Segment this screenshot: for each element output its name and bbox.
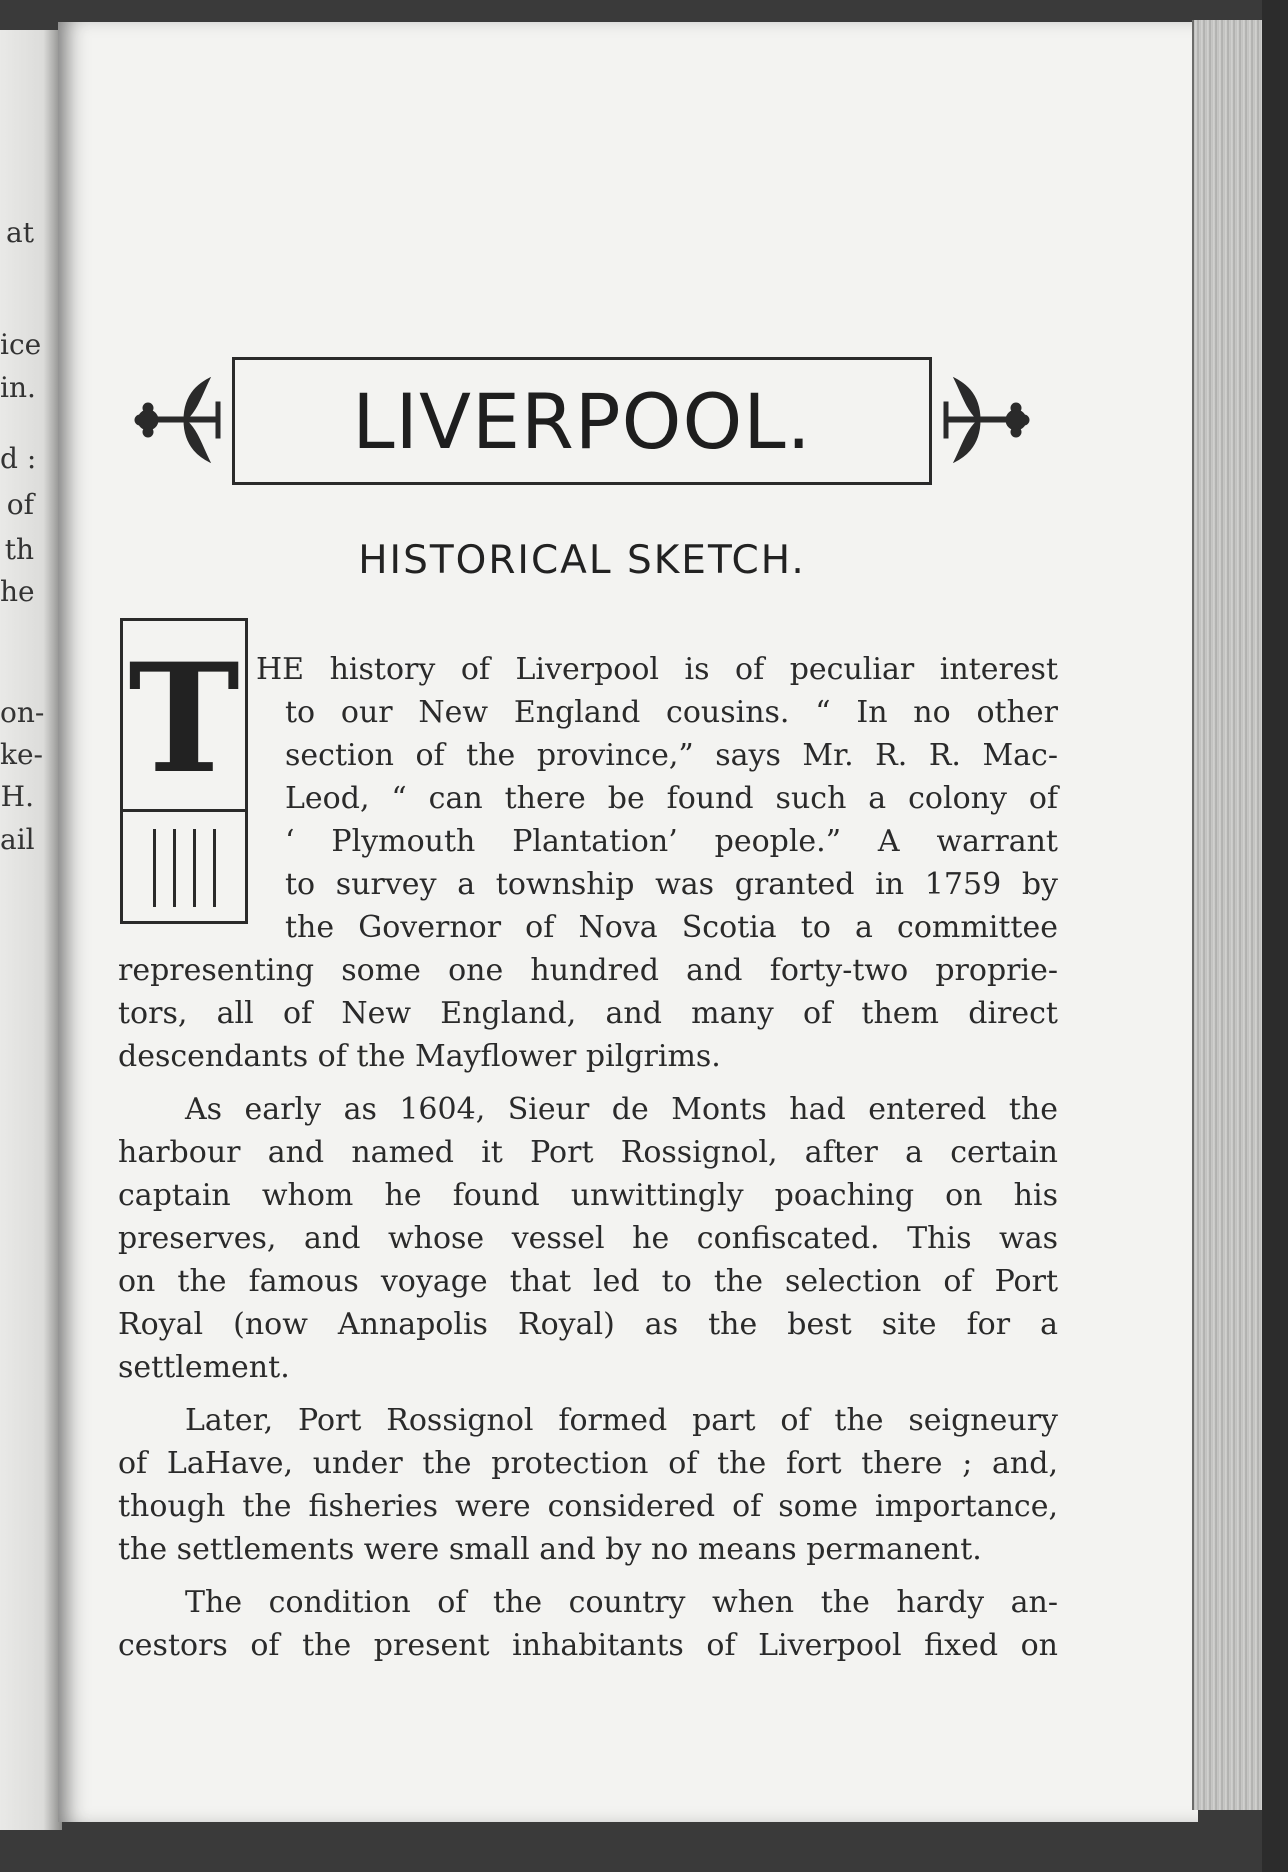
book-cover-edge bbox=[1262, 0, 1288, 1872]
facing-page-fragment: he bbox=[0, 575, 35, 608]
drop-cap-frame bbox=[120, 618, 248, 924]
facing-page-fragment: in. bbox=[0, 371, 36, 404]
fleuron-ornament-left bbox=[132, 372, 224, 468]
facing-page-text bbox=[0, 30, 60, 1830]
facing-page-fragment: on- bbox=[0, 696, 45, 729]
facing-page-fragment: d : bbox=[0, 442, 37, 475]
text-line: to our New England cousins. “ In no other bbox=[285, 695, 1058, 730]
facing-page-fragment: ke- bbox=[0, 738, 43, 771]
text-line: preserves, and whose vessel he confiscated. This was bbox=[118, 1221, 1058, 1256]
text-line: captain whom he found unwittingly poaching on his bbox=[118, 1178, 1058, 1213]
text-line: tors, all of New England, and many of them direct bbox=[118, 996, 1058, 1031]
text-line: cestors of the present inhabitants of Liverpool fixed on bbox=[118, 1628, 1058, 1663]
facing-page-fragment: H. bbox=[0, 780, 34, 813]
text-line: the settlements were small and by no means permanent. bbox=[118, 1532, 982, 1567]
facing-page bbox=[0, 30, 62, 1830]
page-edges bbox=[1192, 20, 1264, 1810]
section-subtitle: HISTORICAL SKETCH. bbox=[358, 538, 806, 583]
text-line: on the famous voyage that led to the selection of Port bbox=[118, 1264, 1058, 1299]
fleuron-ornament-right bbox=[940, 372, 1032, 468]
facing-page-fragment: th bbox=[4, 533, 34, 566]
text-line: Leod, “ can there be found such a colony of bbox=[285, 781, 1058, 816]
text-line: though the fisheries were considered of some importance, bbox=[118, 1489, 1058, 1524]
text-line: The condition of the country when the hardy an- bbox=[185, 1585, 1058, 1620]
text-line: section of the province,” says Mr. R. R. Mac- bbox=[285, 738, 1058, 773]
facing-page-fragment: of bbox=[6, 488, 34, 521]
facing-page-fragment: at bbox=[6, 216, 34, 249]
text-line: harbour and named it Port Rossignol, after a certain bbox=[118, 1135, 1058, 1170]
text-line: settlement. bbox=[118, 1350, 290, 1385]
drop-cap-bars bbox=[147, 829, 223, 907]
text-line: the Governor of Nova Scotia to a committee bbox=[285, 910, 1058, 945]
text-line: descendants of the Mayflower pilgrims. bbox=[118, 1039, 721, 1074]
text-line: As early as 1604, Sieur de Monts had entered the bbox=[185, 1092, 1058, 1127]
text-line: representing some one hundred and forty-two proprie- bbox=[118, 953, 1058, 988]
text-line: of LaHave, under the protection of the fort there ; and, bbox=[118, 1446, 1058, 1481]
facing-page-fragment: ice bbox=[0, 328, 42, 361]
page-title: LIVERPOOL. bbox=[352, 376, 812, 466]
text-line: ‘ Plymouth Plantation’ people.” A warrant bbox=[285, 824, 1058, 859]
drop-cap-letter: T bbox=[128, 631, 240, 807]
text-line: to survey a township was granted in 1759 by bbox=[285, 867, 1058, 902]
text-line: Later, Port Rossignol formed part of the seigneury bbox=[185, 1403, 1058, 1438]
drop-cap-divider bbox=[123, 809, 245, 812]
text-line: Royal (now Annapolis Royal) as the best site for a bbox=[118, 1307, 1058, 1342]
title-frame bbox=[232, 357, 932, 485]
facing-page-fragment: ail bbox=[0, 823, 35, 856]
text-line: HE history of Liverpool is of peculiar interest bbox=[256, 652, 1058, 687]
